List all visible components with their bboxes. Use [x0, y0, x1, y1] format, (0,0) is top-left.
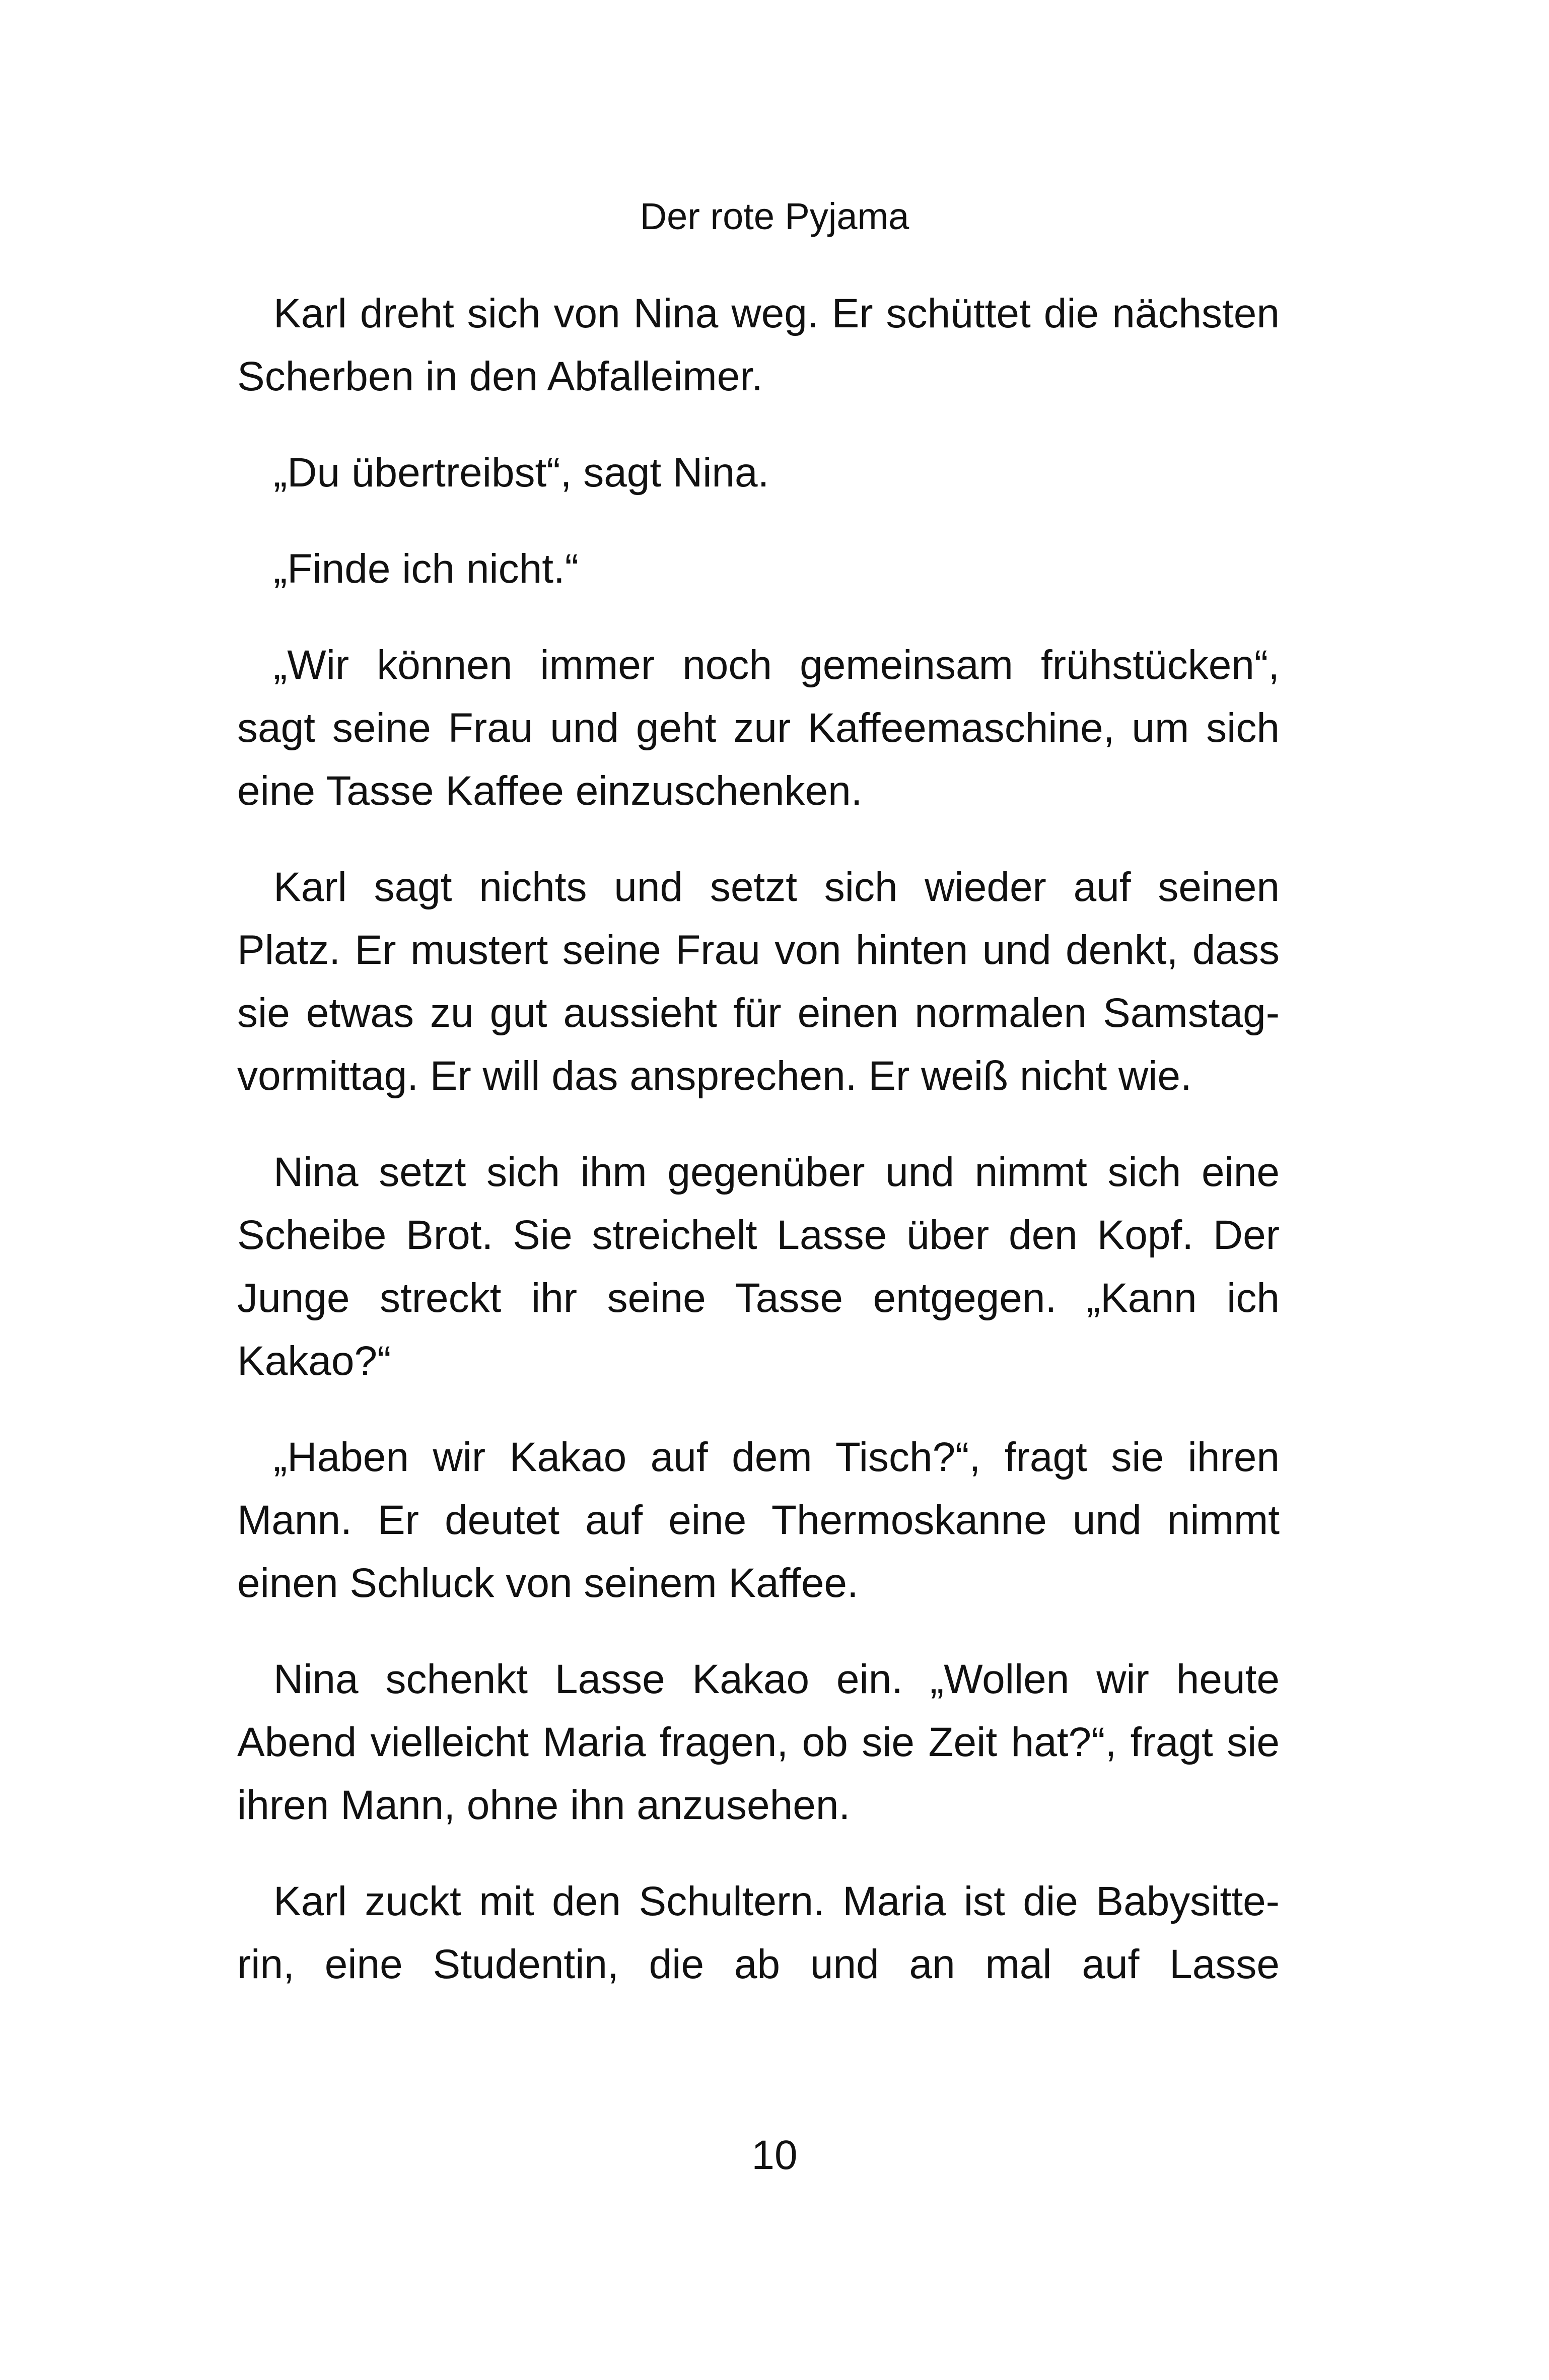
text-line: rin, eine Studentin, die ab und an mal auf Lasse [237, 1941, 1280, 1987]
paragraph-7 [237, 1426, 1280, 1615]
paragraph-3 [237, 537, 1280, 600]
paragraph-9 [237, 1870, 1280, 1996]
running-header-title: Der rote Pyjama [640, 195, 909, 237]
text-line: sagt seine Frau und geht zur Kaffeemaschine, um sich [237, 705, 1280, 751]
text-line: „Haben wir Kakao auf dem Tisch?“, fragt sie ihren [273, 1434, 1280, 1480]
paragraph-4 [237, 634, 1280, 822]
text-line: einen Schluck von seinem Kaffee. [237, 1560, 859, 1606]
text-line: Nina setzt sich ihm gegenüber und nimmt sich eine [273, 1149, 1280, 1195]
text-line: Kakao?“ [237, 1338, 391, 1384]
text-line: „Finde ich nicht.“ [273, 546, 579, 592]
text-line: Karl zuckt mit den Schultern. Maria ist die Babysitte- [273, 1878, 1280, 1924]
paragraph-1 [237, 282, 1280, 408]
paragraph-2 [237, 441, 1280, 504]
text-line: Platz. Er mustert seine Frau von hinten und denkt, dass [237, 927, 1280, 973]
paragraph-8 [237, 1648, 1280, 1837]
text-line: Karl dreht sich von Nina weg. Er schüttet die nächsten [273, 291, 1280, 336]
text-line: Scheibe Brot. Sie streichelt Lasse über den Kopf. Der [237, 1212, 1280, 1258]
text-line: Junge streckt ihr seine Tasse entgegen. „Kann ich [237, 1275, 1280, 1321]
text-line: ihren Mann, ohne ihn anzusehen. [237, 1782, 851, 1828]
text-line: „Wir können immer noch gemeinsam frühstücken“, [273, 642, 1280, 688]
text-line: vormittag. Er will das ansprechen. Er weiß nicht wie. [237, 1053, 1192, 1099]
text-line: Scherben in den Abfalleimer. [237, 354, 763, 399]
text-line: eine Tasse Kaffee einzuschenken. [237, 768, 863, 814]
text-line: Nina schenkt Lasse Kakao ein. „Wollen wir heute [273, 1656, 1280, 1702]
text-line: Mann. Er deutet auf eine Thermoskanne und nimmt [237, 1497, 1280, 1543]
paragraph-5 [237, 856, 1280, 1107]
text-line: „Du übertreibst“, sagt Nina. [273, 450, 769, 496]
page-number: 10 [751, 2132, 798, 2178]
text-line: sie etwas zu gut aussieht für einen normalen Samstag- [237, 990, 1280, 1036]
paragraph-6 [237, 1141, 1280, 1392]
body-text [237, 282, 1280, 2029]
text-line: Abend vielleicht Maria fragen, ob sie Zeit hat?“, fragt sie [237, 1719, 1280, 1765]
text-line: Karl sagt nichts und setzt sich wieder auf seinen [273, 864, 1280, 910]
